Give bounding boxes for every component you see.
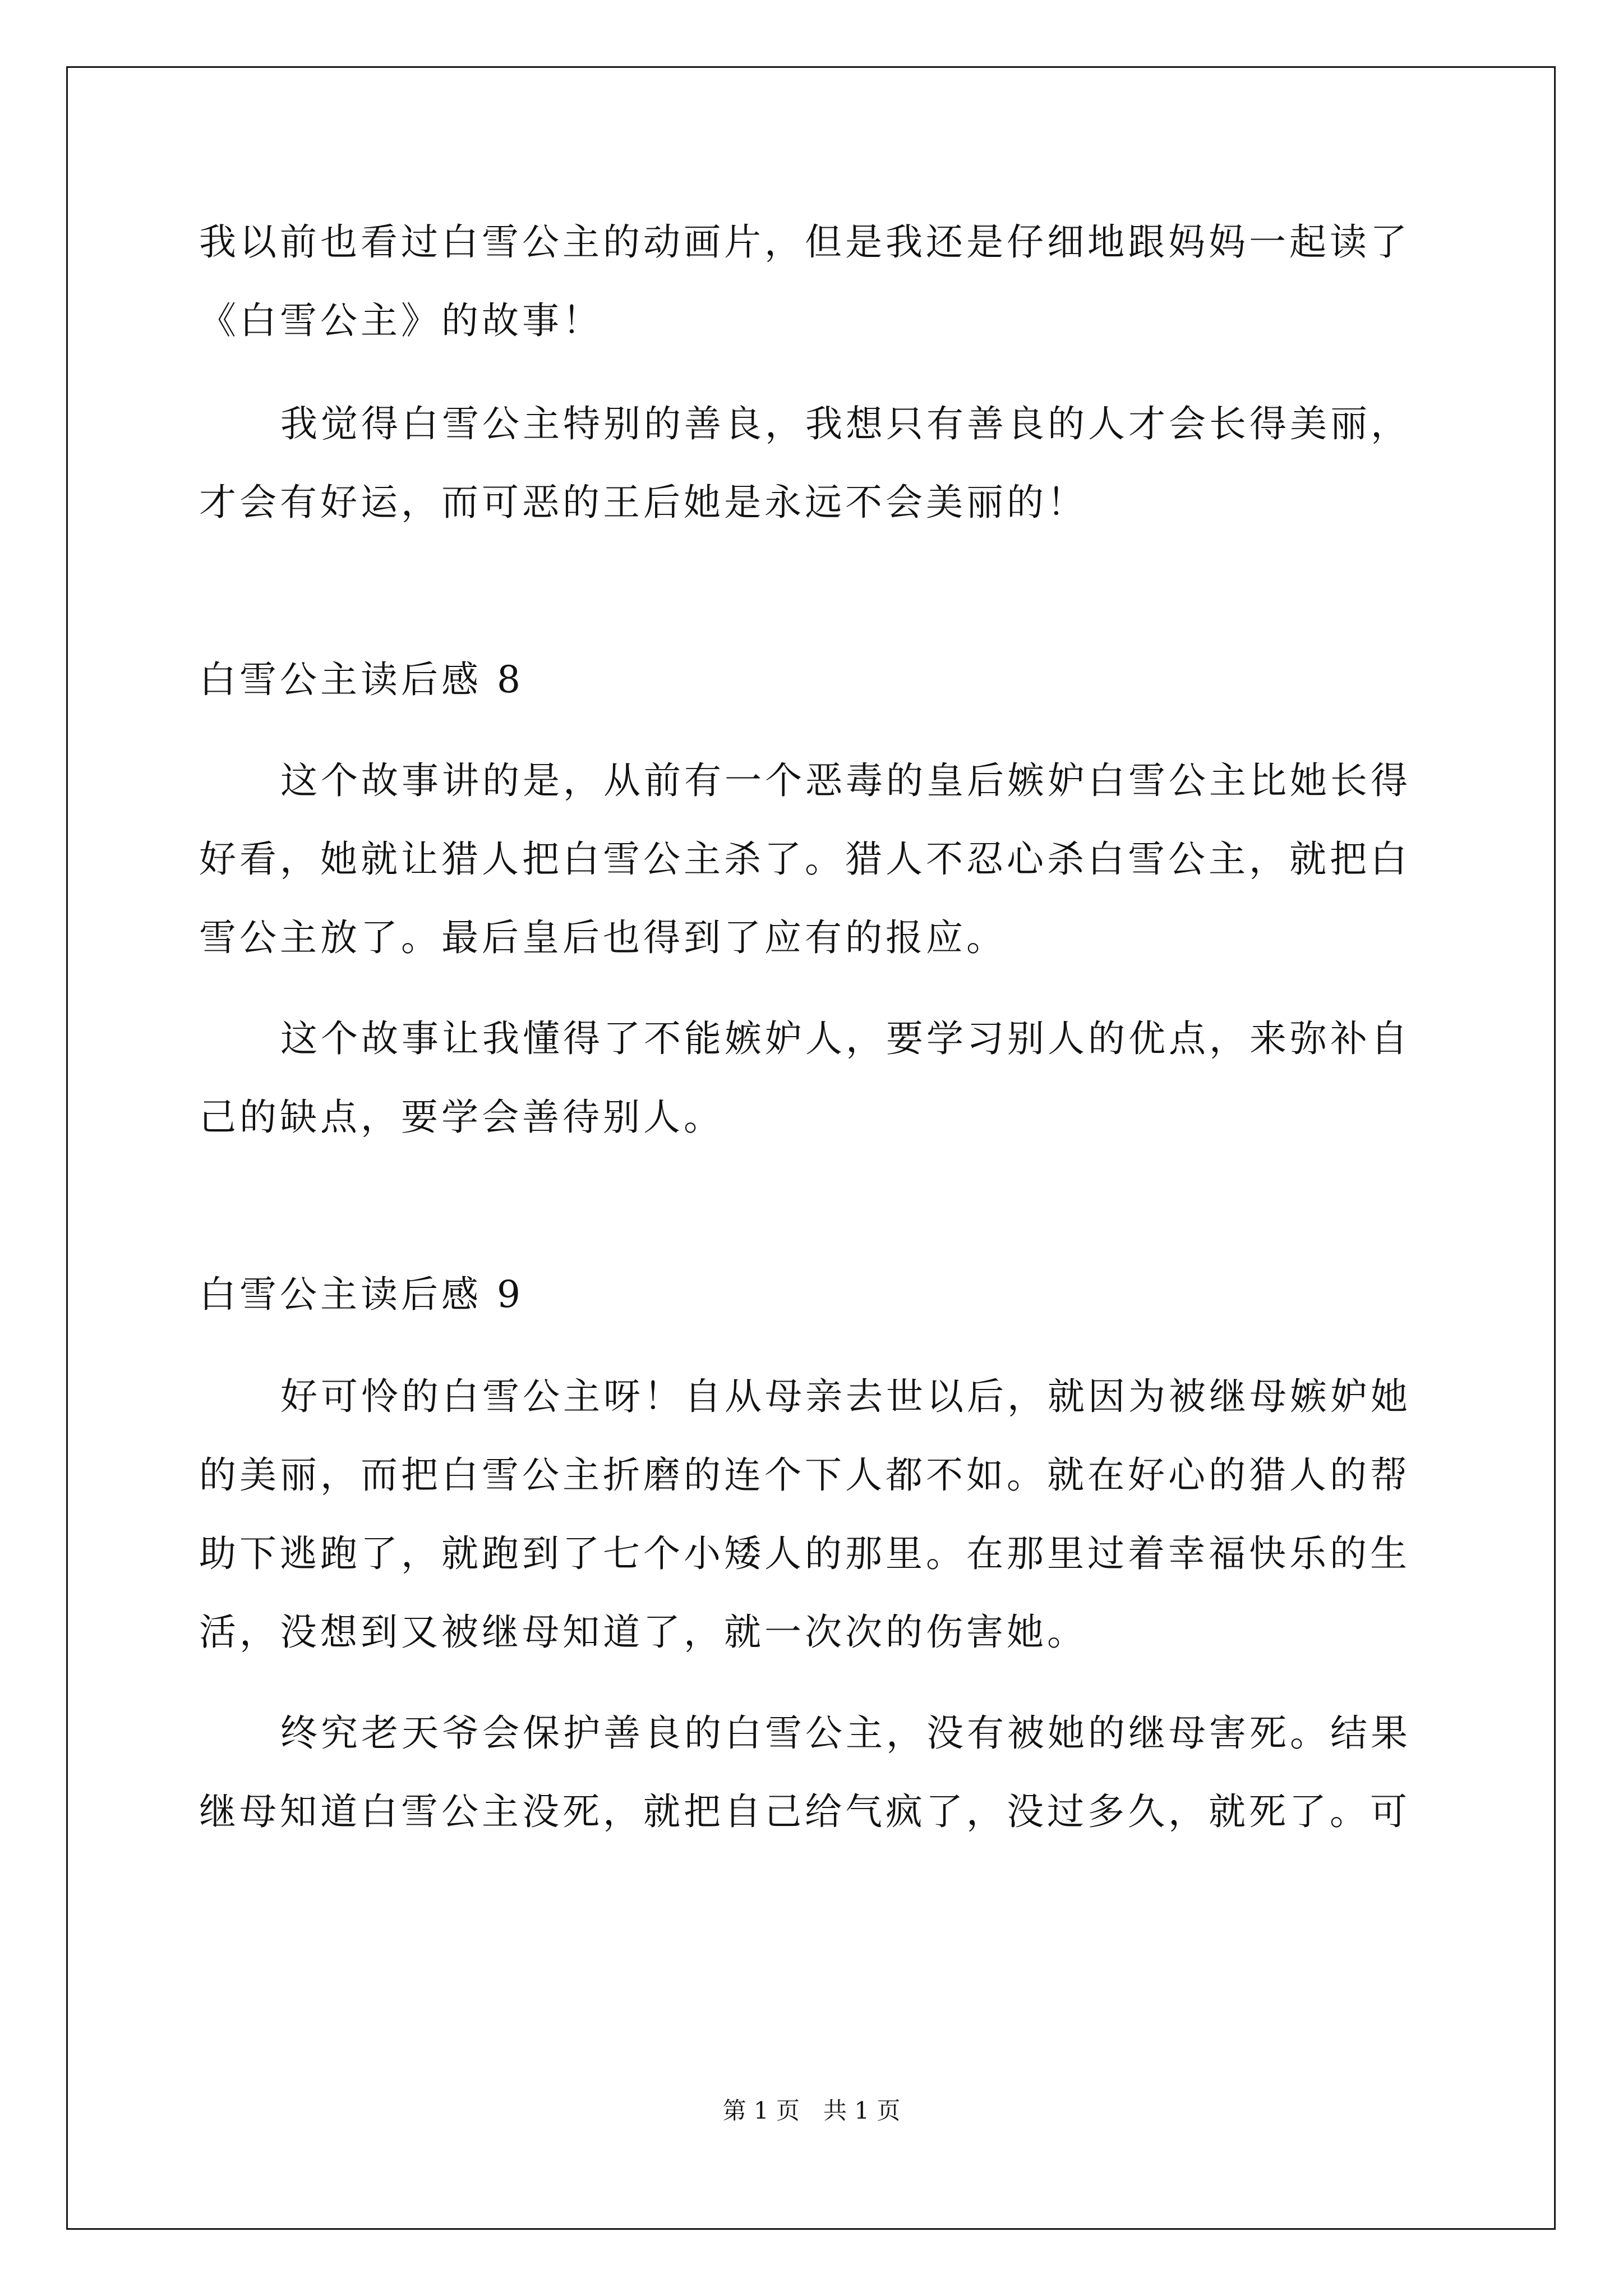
section-heading: 白雪公主读后感 9 [199, 1273, 524, 1316]
paragraph-line: 我以前也看过白雪公主的动画片，但是我还是仔细地跟妈妈一起读了 [199, 220, 1410, 264]
paragraph-line: 雪公主放了。最后皇后也得到了应有的报应。 [199, 916, 1007, 959]
paragraph-line: 这个故事让我懂得了不能嫉妒人，要学习别人的优点，来弥补自 [280, 1017, 1411, 1060]
paragraph-line: 《白雪公主》的故事！ [199, 299, 603, 342]
page-number-footer: 第 1 页 共 1 页 [722, 2097, 901, 2124]
paragraph-line: 活，没想到又被继母知道了，就一次次的伤害她。 [199, 1611, 1087, 1654]
paragraph-line: 己的缺点，要学会善待别人。 [199, 1096, 724, 1139]
paragraph-line: 我觉得白雪公主特别的善良，我想只有善良的人才会长得美丽， [280, 402, 1411, 445]
paragraph-line: 才会有好运，而可恶的王后她是永远不会美丽的！ [199, 481, 1087, 524]
paragraph-line: 好看，她就让猎人把白雪公主杀了。猎人不忍心杀白雪公主，就把白 [199, 838, 1410, 881]
page-border [66, 66, 1556, 2230]
paragraph-line: 的美丽，而把白雪公主折磨的连个下人都不如。就在好心的猎人的帮 [199, 1453, 1410, 1497]
paragraph-line: 助下逃跑了，就跑到了七个小矮人的那里。在那里过着幸福快乐的生 [199, 1532, 1410, 1575]
section-heading: 白雪公主读后感 8 [199, 658, 524, 701]
paragraph-line: 好可怜的白雪公主呀！自从母亲去世以后，就因为被继母嫉妒她 [280, 1375, 1411, 1418]
paragraph-line: 这个故事讲的是，从前有一个恶毒的皇后嫉妒白雪公主比她长得 [280, 759, 1411, 802]
paragraph-line: 终究老天爷会保护善良的白雪公主，没有被她的继母害死。结果 [280, 1711, 1411, 1755]
paragraph-line: 继母知道白雪公主没死，就把自己给气疯了，没过多久，就死了。可 [199, 1790, 1410, 1833]
